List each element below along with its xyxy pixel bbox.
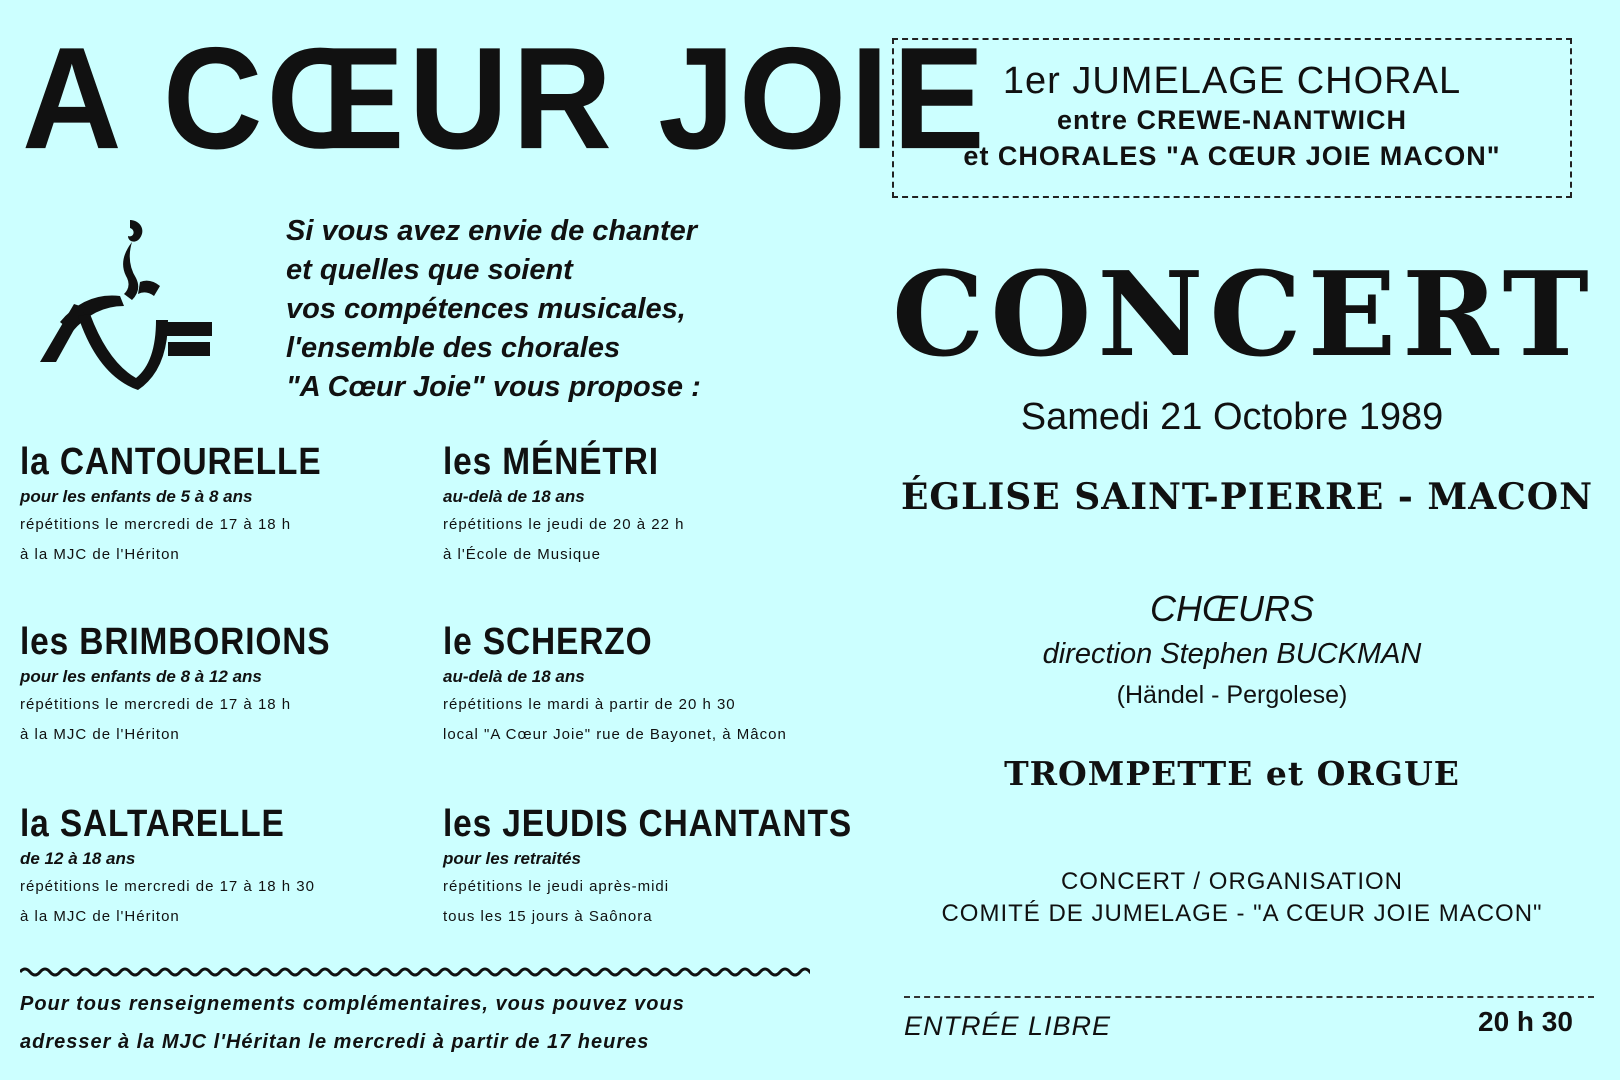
twinning-line: et CHORALES "A CŒUR JOIE MACON" bbox=[963, 141, 1501, 171]
choir-age: de 12 à 18 ans bbox=[20, 849, 136, 868]
footer-line: adresser à la MJC l'Héritan le mercredi à partir de 17 heures bbox=[20, 1031, 650, 1053]
intro-line: et quelles que soient bbox=[286, 254, 573, 286]
choir-schedule: répétitions le mardi à partir de 20 h 30 bbox=[443, 696, 736, 713]
concert-heading: CONCERT bbox=[892, 247, 1595, 383]
choir-name: la CANTOURELLE bbox=[20, 441, 322, 483]
choir-schedule: répétitions le mercredi de 17 à 18 h 30 bbox=[20, 878, 315, 895]
choir-cantourelle bbox=[20, 440, 420, 570]
choir-brimborions bbox=[20, 620, 420, 750]
choir-scherzo bbox=[443, 620, 843, 750]
intro-line: "A Cœur Joie" vous propose : bbox=[286, 371, 701, 403]
choir-saltarelle bbox=[20, 802, 420, 932]
info-footer bbox=[20, 985, 820, 1061]
choir-jeudis-chantants bbox=[443, 802, 853, 932]
choir-name: le SCHERZO bbox=[443, 621, 653, 663]
trumpet-organ: TROMPETTE et ORGUE bbox=[1004, 754, 1460, 793]
choir-name: les JEUDIS CHANTANTS bbox=[443, 803, 853, 845]
choir-schedule: répétitions le mercredi de 17 à 18 h bbox=[20, 696, 292, 713]
choir-place: à l'École de Musique bbox=[443, 546, 601, 563]
twinning-title: 1er JUMELAGE CHORAL bbox=[1002, 60, 1462, 102]
organisation-name: COMITÉ DE JUMELAGE - "A CŒUR JOIE MACON" bbox=[941, 900, 1543, 927]
a-coeur-joie-logo bbox=[20, 212, 215, 407]
intro-line: vos compétences musicales, bbox=[286, 293, 686, 325]
intro-text bbox=[286, 212, 826, 407]
intro-line: l'ensemble des chorales bbox=[286, 332, 621, 364]
choir-schedule: répétitions le mercredi de 17 à 18 h bbox=[20, 516, 292, 533]
choir-age: pour les enfants de 8 à 12 ans bbox=[20, 667, 262, 686]
choir-place: local "A Cœur Joie" rue de Bayonet, à Mâcon bbox=[443, 726, 787, 743]
choir-schedule: répétitions le jeudi de 20 à 22 h bbox=[443, 516, 685, 533]
free-entry: ENTRÉE LIBRE bbox=[904, 1011, 1112, 1041]
concert-venue: ÉGLISE SAINT-PIERRE - MACON bbox=[900, 476, 1594, 518]
main-title: A CŒUR JOIE bbox=[22, 17, 989, 180]
choir-age: au-delà de 18 ans bbox=[443, 667, 585, 686]
wavy-divider bbox=[20, 966, 810, 978]
conductor: direction Stephen BUCKMAN bbox=[1042, 638, 1422, 670]
intro-line: Si vous avez envie de chanter bbox=[286, 215, 698, 247]
choir-name: les BRIMBORIONS bbox=[20, 621, 331, 663]
choir-place: à la MJC de l'Hériton bbox=[20, 546, 180, 563]
organisation-label: CONCERT / ORGANISATION bbox=[1060, 868, 1404, 895]
twinning-line: entre CREWE-NANTWICH bbox=[1057, 105, 1407, 135]
choir-menetri bbox=[443, 440, 843, 570]
choir-age: pour les enfants de 5 à 8 ans bbox=[20, 487, 253, 506]
footer-line: Pour tous renseignements complémentaires, vous pouvez vous bbox=[20, 993, 685, 1015]
choir-place: tous les 15 jours à Saônora bbox=[443, 908, 653, 925]
concert-date: Samedi 21 Octobre 1989 bbox=[1020, 396, 1444, 438]
choir-age: pour les retraités bbox=[443, 849, 581, 868]
choirs-title: CHŒURS bbox=[1149, 588, 1314, 629]
choir-name: la SALTARELLE bbox=[20, 803, 285, 845]
twinning-box bbox=[892, 38, 1572, 198]
concert-time: 20 h 30 bbox=[1478, 1006, 1573, 1037]
composers: (Händel - Pergolese) bbox=[1116, 681, 1348, 709]
choir-schedule: répétitions le jeudi après-midi bbox=[443, 878, 670, 895]
choir-place: à la MJC de l'Hériton bbox=[20, 908, 180, 925]
choir-age: au-delà de 18 ans bbox=[443, 487, 585, 506]
choir-name: les MÉNÉTRI bbox=[443, 441, 659, 483]
divider bbox=[904, 996, 1594, 998]
choir-place: à la MJC de l'Hériton bbox=[20, 726, 180, 743]
